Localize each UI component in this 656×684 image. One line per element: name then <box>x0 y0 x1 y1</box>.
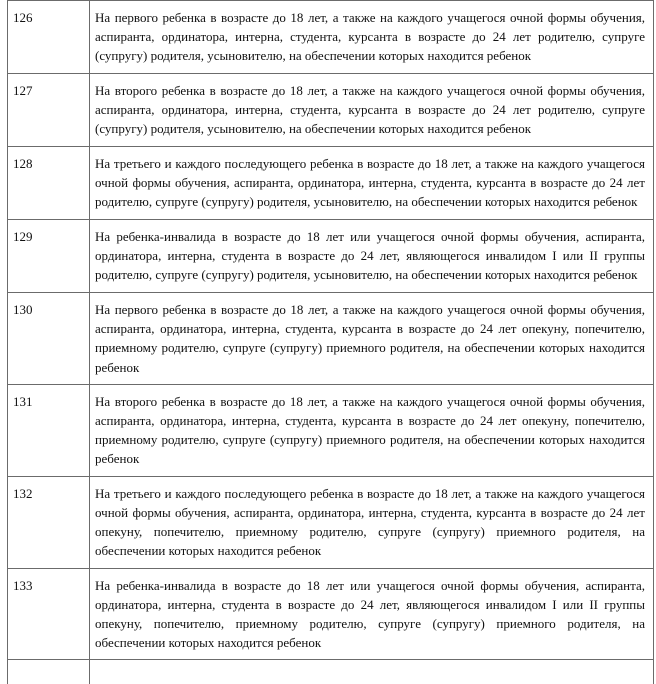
description-cell: На ребенка-инвалида в возрасте до 18 лет или учащегося очной формы обучения, аспиранта, ординатора, интерна, студента в возрасте до 24 лет, являющегося инвалидом I или II группы опекуну, попечителю, приемному родителю, супруге (супругу) приемного родителя, на обеспечении которых находится ребенок <box>90 568 654 660</box>
code-cell: 129 <box>8 220 90 293</box>
description-cell: На третьего и каждого последующего ребенка в возрасте до 18 лет, а также на каждого учащегося очной формы обучения, аспиранта, ординатора, интерна, студента, курсанта в возрасте до 24 лет родителю, супруге (супругу) родителя, усыновителю, на обеспечении которых находится ребенок <box>90 147 654 220</box>
description-cell: На третьего и каждого последующего ребенка в возрасте до 18 лет, а также на каждого учащегося очной формы обучения, аспиранта, ординатора, интерна, студента, курсанта в возрасте до 24 лет опекуну, попечителю, приемному родителю, супруге (супругу) приемного родителя, на обеспечении которых находится ребенок <box>90 476 654 568</box>
code-cell-empty <box>8 660 90 684</box>
table-row <box>8 568 654 660</box>
code-cell: 132 <box>8 476 90 568</box>
code-cell: 128 <box>8 147 90 220</box>
description-cell: На ребенка-инвалида в возрасте до 18 лет или учащегося очной формы обучения, аспиранта, ординатора, интерна, студента в возрасте до 24 лет, являющегося инвалидом I или II группы родителю, супруге (супругу) родителя, усыновителю, на обеспечении которых находится ребенок <box>90 220 654 293</box>
deduction-codes-table <box>7 0 654 684</box>
description-cell: На второго ребенка в возрасте до 18 лет, а также на каждого учащегося очной формы обучения, аспиранта, ординатора, интерна, студента, курсанта в возрасте до 24 лет родителю, супруге (супругу) родителя, усыновителю, на обеспечении которых находится ребенок <box>90 74 654 147</box>
table-row <box>8 1 654 74</box>
code-cell: 131 <box>8 384 90 476</box>
table-row <box>8 147 654 220</box>
table-row <box>8 384 654 476</box>
description-cell: На второго ребенка в возрасте до 18 лет, а также на каждого учащегося очной формы обучения, аспиранта, ординатора, интерна, студента, курсанта в возрасте до 24 лет опекуну, попечителю, приемному родителю, супруге (супругу) приемного родителя, на обеспечении которых находится ребенок <box>90 384 654 476</box>
table-row <box>8 293 654 385</box>
description-cell: На первого ребенка в возрасте до 18 лет, а также на каждого учащегося очной формы обучения, аспиранта, ординатора, интерна, студента, курсанта в возрасте до 24 лет родителю, супруге (супругу) родителя, усыновителю, на обеспечении которых находится ребенок <box>90 1 654 74</box>
code-cell: 126 <box>8 1 90 74</box>
code-cell: 133 <box>8 568 90 660</box>
table-row <box>8 220 654 293</box>
table-row <box>8 74 654 147</box>
code-cell: 127 <box>8 74 90 147</box>
table-row-partial <box>8 660 654 684</box>
code-cell: 130 <box>8 293 90 385</box>
table-row <box>8 476 654 568</box>
description-cell-empty <box>90 660 654 684</box>
description-cell: На первого ребенка в возрасте до 18 лет, а также на каждого учащегося очной формы обучения, аспиранта, ординатора, интерна, студента, курсанта в возрасте до 24 лет опекуну, попечителю, приемному родителю, супруге (супругу) приемного родителя, на обеспечении которых находится ребенок <box>90 293 654 385</box>
